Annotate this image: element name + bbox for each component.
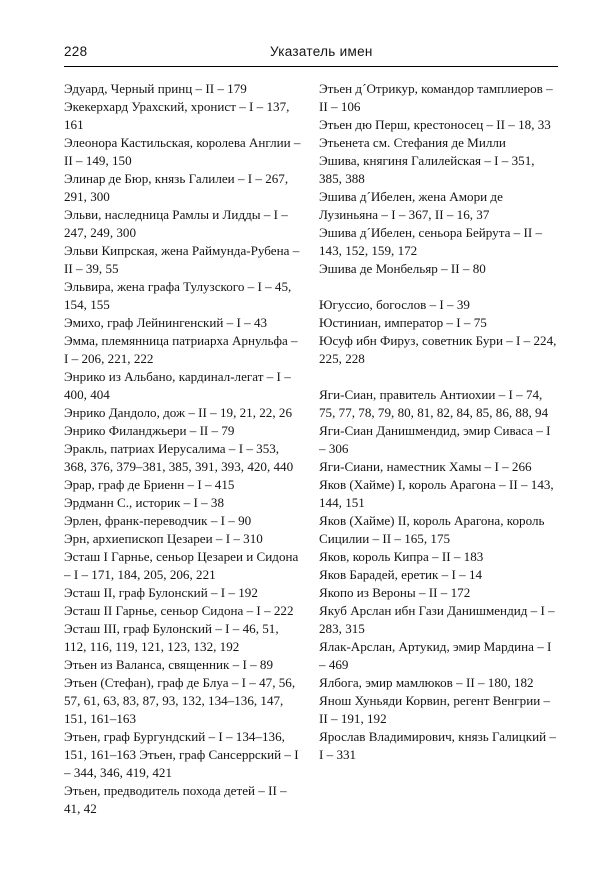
index-entry: Эсташ I Гарнье, сеньор Цезареи и Сидона – I – 171, 184, 205, 206, 221 bbox=[64, 549, 299, 582]
index-entry: Юсуф ибн Фируз, советник Бури – I – 224, 225, 228 bbox=[319, 333, 557, 366]
index-entry: Эмма, племянница патриарха Арнульфа – I – 206, 221, 222 bbox=[64, 333, 298, 366]
index-entry: Эмихо, граф Лейнингенский – I – 43 bbox=[64, 315, 268, 330]
index-entry: Яков (Хайме) I, король Арагона – II – 143, 144, 151 bbox=[319, 477, 554, 510]
index-entry: Эрн, архиепископ Цезареи – I – 310 bbox=[64, 531, 263, 546]
index-entry: Этьен из Валанса, священник – I – 89 bbox=[64, 657, 273, 672]
index-entry: Ялбога, эмир мамлюков – II – 180, 182 bbox=[319, 675, 534, 690]
index-entry: Энрико из Альбано, кардинал-легат – I – 400, 404 bbox=[64, 369, 291, 402]
index-entry: Элинар де Бюр, князь Галилеи – I – 267, 291, 300 bbox=[64, 171, 289, 204]
letter-group-spacer bbox=[319, 368, 558, 386]
index-entry: Этьен, граф Бургундский – I – 134–136, 151, 161–163 Этьен, граф Сансеррский – I – 344, 346, 419, 421 bbox=[64, 729, 299, 780]
index-column-left bbox=[64, 80, 303, 818]
index-entry: Эрлен, франк-переводчик – I – 90 bbox=[64, 513, 252, 528]
index-entry: Юстиниан, император – I – 75 bbox=[319, 315, 487, 330]
index-entry: Эдуард, Черный принц – II – 179 bbox=[64, 81, 247, 96]
index-entry: Элеонора Кастильская, королева Англии – II – 149, 150 bbox=[64, 135, 301, 168]
index-entry: Якуб Арслан ибн Гази Данишмендид – I – 283, 315 bbox=[319, 603, 555, 636]
running-title: Указатель имен bbox=[270, 44, 373, 59]
page-header bbox=[64, 44, 558, 67]
index-entry: Яги-Сиан Данишмендид, эмир Сиваса – I – 306 bbox=[319, 423, 551, 456]
index-entry: Этьен д´Отрикур, командор тамплиеров – II – 106 bbox=[319, 81, 553, 114]
index-entry: Этьен (Стефан), граф де Блуа – I – 47, 56, 57, 61, 63, 83, 87, 93, 132, 134–136, 147, 151, 161–163 bbox=[64, 675, 296, 726]
index-entry: Янош Хуньяди Корвин, регент Венгрии – II – 191, 192 bbox=[319, 693, 551, 726]
index-entry: Этьен, предводитель похода детей – II – 41, 42 bbox=[64, 783, 287, 816]
index-entry: Югуссио, богослов – I – 39 bbox=[319, 297, 470, 312]
index-entry: Якопо из Вероны – II – 172 bbox=[319, 585, 471, 600]
index-entry: Ялак-Арслан, Артукид, эмир Мардина – I – 469 bbox=[319, 639, 552, 672]
index-entry: Эрар, граф де Бриенн – I – 415 bbox=[64, 477, 235, 492]
index-entry: Этьенета см. Стефания де Милли bbox=[319, 135, 506, 150]
page-number: 228 bbox=[64, 44, 88, 59]
index-entry: Эшива де Монбельяр – II – 80 bbox=[319, 261, 486, 276]
index-entry: Яков, король Кипра – II – 183 bbox=[319, 549, 484, 564]
index-entry: Яков Барадей, еретик – I – 14 bbox=[319, 567, 483, 582]
index-entry: Эшива, княгиня Галилейская – I – 351, 385, 388 bbox=[319, 153, 535, 186]
index-entry: Яги-Сиан, правитель Антиохии – I – 74, 75, 77, 78, 79, 80, 81, 82, 84, 85, 86, 88, 94 bbox=[319, 387, 549, 420]
index-entry: Яги-Сиани, наместник Хамы – I – 266 bbox=[319, 459, 532, 474]
index-entry: Эльвира, жена графа Тулузского – I – 45, 154, 155 bbox=[64, 279, 292, 312]
index-entry: Эракль, патриах Иерусалима – I – 353, 368, 376, 379–381, 385, 391, 393, 420, 440 bbox=[64, 441, 294, 474]
index-entry: Эшива д´Ибелен, жена Амори де Лузиньяна – I – 367, II – 16, 37 bbox=[319, 189, 503, 222]
index-entry: Эльви, наследница Рамлы и Лидды – I – 247, 249, 300 bbox=[64, 207, 288, 240]
index-entry: Эрдманн С., историк – I – 38 bbox=[64, 495, 225, 510]
index-column-right bbox=[319, 80, 558, 764]
index-entry: Этьен дю Перш, крестоносец – II – 18, 33 bbox=[319, 117, 551, 132]
index-entry: Энрико Дандоло, дож – II – 19, 21, 22, 26 bbox=[64, 405, 292, 420]
index-entry: Яков (Хайме) II, король Арагона, король Сицилии – II – 165, 175 bbox=[319, 513, 545, 546]
index-entry: Экекерхард Урахский, хронист – I – 137, 161 bbox=[64, 99, 290, 132]
index-entry: Энрико Филанджьери – II – 79 bbox=[64, 423, 235, 438]
index-entry: Эсташ II Гарнье, сеньор Сидона – I – 222 bbox=[64, 603, 294, 618]
index-entry: Ярослав Владимирович, князь Галицкий – I – 331 bbox=[319, 729, 556, 762]
index-entry: Эльви Кипрская, жена Раймунда-Рубена – II – 39, 55 bbox=[64, 243, 300, 276]
index-entry: Эшива д´Ибелен, сеньора Бейрута – II – 143, 152, 159, 172 bbox=[319, 225, 543, 258]
index-entry: Эсташ II, граф Булонский – I – 192 bbox=[64, 585, 258, 600]
index-entry: Эсташ III, граф Булонский – I – 46, 51, 112, 116, 119, 121, 123, 132, 192 bbox=[64, 621, 279, 654]
letter-group-spacer bbox=[319, 278, 558, 296]
